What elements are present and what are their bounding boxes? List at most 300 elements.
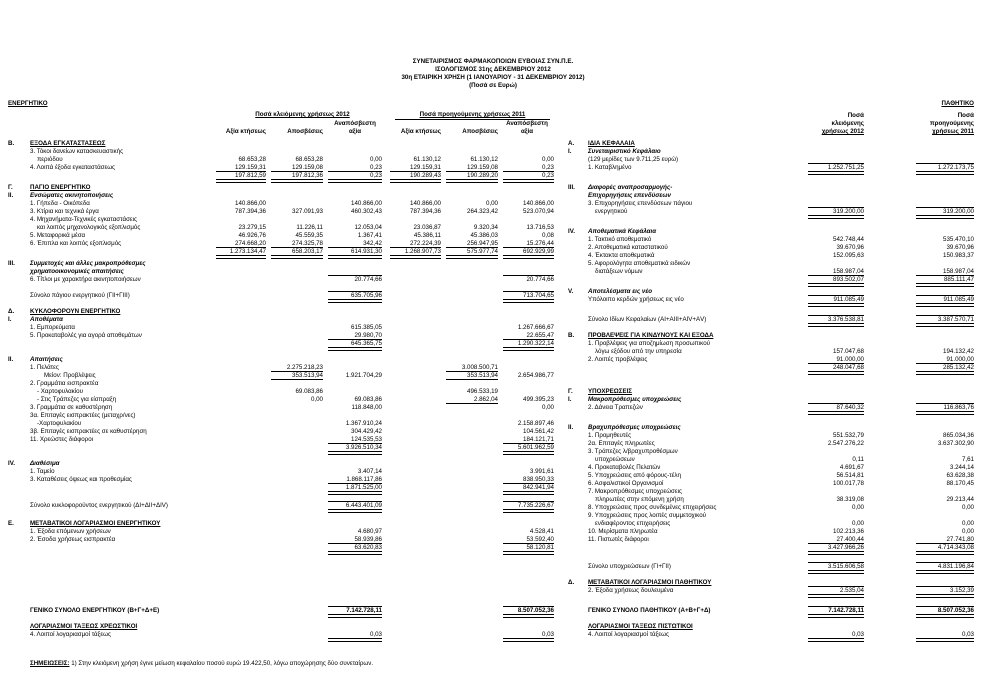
- assets-value-cell: 1.268.907,73: [404, 248, 441, 255]
- assets-value-cell: 272.224,39: [410, 240, 441, 247]
- footnote-label: ΣΗΜΕΙΩΣΕΙΣ:: [30, 660, 70, 667]
- assets-value-cell: 0,03: [541, 631, 554, 638]
- prev-year-underline: [395, 119, 550, 120]
- double-rule: [328, 255, 382, 259]
- liabilities-value-cell: 893.502,07: [833, 276, 864, 283]
- liabilities-row-label: ΜΕΤΑΒΑΤΙΚΟΙ ΛΟΓΑΡΙΑΣΜΟΙ ΠΑΘΗΤΙΚΟΥ: [588, 579, 712, 586]
- assets-value-cell: 575.977,74: [467, 248, 498, 255]
- double-rule: [216, 255, 266, 259]
- liabilities-value-cell: 3.376.538,81: [827, 316, 864, 323]
- liabilities-value-cell: 116.863,76: [943, 404, 974, 411]
- liabilities-value-cell: 0,03: [961, 631, 974, 638]
- assets-value-cell: 45.386,11: [413, 232, 441, 239]
- liabilities-row-label: 1. Προμηθευτές: [588, 432, 632, 439]
- rule: [446, 247, 498, 248]
- double-rule: [328, 299, 382, 303]
- assets-value-cell: 129.159,31: [235, 164, 266, 171]
- assets-row-label: 1. Εμπορεύματα: [30, 324, 75, 331]
- assets-value-cell: 3.926.510,34: [345, 444, 382, 451]
- liabilities-value-cell: 1.272.173,75: [937, 164, 974, 171]
- assets-value-cell: 140.866,00: [523, 200, 554, 207]
- liabilities-value-cell: 150.983,37: [943, 252, 974, 259]
- rule: [916, 562, 974, 563]
- assets-value-cell: 787.394,36: [235, 208, 266, 215]
- liab-previous-header-1: Ποσά: [957, 112, 974, 119]
- liabilities-row-label: 1. Καταβλημένο: [588, 164, 632, 171]
- assets-value-cell: 197.812,36: [292, 172, 323, 179]
- previous-year-header: Ποσά προηγούμενης χρήσεως 2011: [419, 111, 526, 118]
- liabilities-row-label: ΠΡΟΒΛΕΨΕΙΣ ΓΙΑ ΚΙΝΔΥΝΟΥΣ ΚΑΙ ΕΞΟΔΑ: [588, 332, 714, 339]
- double-rule: [916, 411, 974, 415]
- assets-value-cell: 118.848,00: [351, 404, 382, 411]
- rule: [808, 562, 864, 563]
- assets-row-code: ΙΙΙ.: [8, 260, 15, 267]
- currency-note: (Ποσά σε Ευρώ): [469, 82, 517, 89]
- liabilities-row-label: 5. Υποχρεώσεις από φόρους-τέλη: [588, 472, 681, 479]
- assets-value-cell: 20.774,66: [526, 276, 554, 283]
- rule: [503, 291, 554, 292]
- rule: [503, 171, 554, 172]
- liabilities-value-cell: 91.000,00: [836, 356, 864, 363]
- rule: [808, 543, 864, 544]
- rule: [328, 339, 382, 340]
- liabilities-value-cell: 535.470,10: [943, 236, 974, 243]
- liabilities-row-label: Βραχυπρόθεσμες υποχρεώσεις: [588, 424, 681, 431]
- assets-value-cell: 7.735.226,67: [517, 502, 554, 509]
- assets-row-label: 3. Καταθέσεις όψεως και προθεσμίας: [30, 476, 132, 483]
- rule: [916, 403, 974, 404]
- double-rule: [390, 255, 441, 259]
- liabilities-row-code: Β.: [568, 332, 575, 339]
- double-rule: [503, 451, 554, 455]
- double-rule: [328, 491, 382, 495]
- cost-header: Αξία κτήσεως: [225, 128, 266, 135]
- assets-value-cell: 13.716,53: [526, 224, 554, 231]
- assets-row-label: Απαιτήσεις: [30, 356, 63, 363]
- liabilities-row-label: 8. Υποχρεώσεις προς συνδεμένες επιχειρήσεις: [588, 504, 717, 511]
- rule: [808, 606, 864, 607]
- liabilities-row-label: 7. Μακροπρόθεσμες υποχρεώσεις: [588, 488, 682, 495]
- liabilities-value-cell: 3.637.302,90: [937, 440, 974, 447]
- liabilities-value-cell: 285.132,42: [943, 364, 974, 371]
- liabilities-row-label: Διαφορές αναπροσαρμογής-: [588, 184, 673, 191]
- assets-value-cell: 274.668,20: [235, 240, 266, 247]
- liabilities-row-label: ενεργητικού: [595, 208, 628, 215]
- assets-value-cell: 23.036,87: [413, 224, 441, 231]
- assets-row-label: - Στις Τράπεζες για είσπραξη: [37, 396, 117, 403]
- assets-row-label: 3. Κτίρια και τεχνικά έργα: [30, 208, 99, 215]
- liabilities-row-label: 2α. Επιταγές πληρωτέες: [588, 440, 655, 447]
- liabilities-row-label: 3. Επιχορηγήσεις επενδύσεων πάγιου: [588, 200, 693, 207]
- liabilities-value-cell: 39.670,96: [836, 244, 864, 251]
- assets-row-label: Μείον: Προβλέψεις: [44, 372, 96, 379]
- assets-value-cell: 2.275.218,23: [286, 364, 323, 371]
- rule: [808, 295, 864, 296]
- rule: [328, 247, 382, 248]
- assets-value-cell: 838.950,33: [523, 476, 554, 483]
- liabilities-value-cell: 158.987,04: [943, 268, 974, 275]
- assets-row-label: 2. Γραμμάτια εισπρακτέα: [30, 380, 99, 387]
- liabilities-value-cell: 911.085,49: [943, 296, 974, 303]
- double-rule: [271, 179, 323, 183]
- assets-value-cell: 0,23: [369, 164, 382, 171]
- rule: [503, 339, 554, 340]
- assets-row-code: ΙΙ.: [8, 356, 14, 363]
- assets-value-cell: 20.774,66: [354, 276, 382, 283]
- liabilities-row-code: Α.: [568, 140, 575, 147]
- rule: [916, 207, 974, 208]
- liabilities-value-cell: 194.132,42: [943, 348, 974, 355]
- liabilities-value-cell: 248.047,68: [833, 364, 864, 371]
- assets-row-label: 3. Τόκοι δανείων κατασκευαστικής: [30, 148, 124, 155]
- assets-value-cell: 68.653,28: [238, 156, 266, 163]
- double-rule: [503, 551, 554, 555]
- assets-value-cell: 1.273.134,47: [229, 248, 266, 255]
- liabilities-value-cell: 542.748,44: [833, 236, 864, 243]
- rule: [328, 443, 382, 444]
- assets-value-cell: 496.533,19: [467, 388, 498, 395]
- assets-row-code: Γ.: [8, 184, 13, 191]
- depreciation-header: Αποσβέσεις: [287, 128, 323, 135]
- assets-row-label: Συμμετοχές και άλλες μακροπρόθεσμες: [30, 260, 146, 267]
- double-rule: [808, 303, 864, 307]
- double-rule: [328, 614, 382, 618]
- liabilities-row-label: 2. Δάνεια Τραπεζών: [588, 404, 643, 411]
- rule: [503, 606, 554, 607]
- double-rule: [916, 283, 974, 287]
- assets-row-label: 11. Χρεώστες διάφοροι: [30, 436, 94, 443]
- liabilities-row-label: 4. Έκτακτα αποθεματικά: [588, 252, 655, 259]
- liabilities-value-cell: 911.085,49: [833, 296, 864, 303]
- rule: [271, 379, 323, 380]
- assets-value-cell: 140.866,00: [351, 200, 382, 207]
- assets-value-cell: 4.528,41: [529, 528, 554, 535]
- double-rule: [916, 638, 974, 642]
- double-rule: [503, 638, 554, 642]
- rule: [446, 371, 498, 372]
- double-rule: [808, 614, 864, 618]
- rule: [503, 443, 554, 444]
- assets-value-cell: 1.871.525,00: [345, 484, 382, 491]
- rule: [916, 163, 974, 164]
- assets-value-cell: 523.070,94: [523, 208, 554, 215]
- double-rule: [808, 323, 864, 327]
- liabilities-row-label: 2. Έξοδα χρήσεως δουλευμένα: [588, 587, 674, 594]
- liabilities-row-label: 1. Προβλέψεις για αποζημίωση προσωπικού: [588, 340, 711, 347]
- liabilities-row-code: Γ.: [568, 388, 573, 395]
- assets-value-cell: 1.290.322,14: [517, 340, 554, 347]
- assets-row-label: 1. Έξοδα επόμενων χρήσεων: [30, 528, 111, 535]
- liabilities-row-label: (129 μερίδες των 9.711,25 ευρώ): [588, 156, 679, 163]
- assets-value-cell: 68.653,28: [295, 156, 323, 163]
- liabilities-value-cell: 0,03: [851, 631, 864, 638]
- double-rule: [808, 570, 864, 574]
- rule: [916, 295, 974, 296]
- assets-value-cell: 635.705,96: [351, 292, 382, 299]
- liabilities-row-label: 10. Μερίσματα πληρωτέα: [588, 528, 658, 535]
- assets-value-cell: 58.120,81: [526, 544, 554, 551]
- assets-value-cell: 842.941,94: [523, 484, 554, 491]
- liabilities-row-label: Μακροπρόθεσμες υποχρεώσεις: [588, 396, 682, 403]
- liabilities-row-code: V.: [568, 288, 574, 295]
- assets-value-cell: 0,23: [369, 172, 382, 179]
- rule: [808, 403, 864, 404]
- prev-net-value-header: Αναπόσβεστη: [506, 120, 548, 127]
- rule: [503, 247, 554, 248]
- rule: [503, 483, 554, 484]
- liab-current-header-1: Ποσά: [847, 112, 864, 119]
- assets-value-cell: 2.158.897,46: [517, 420, 554, 427]
- assets-row-label: ΛΟΓΑΡΙΑΣΜΟΙ ΤΑΞΕΩΣ ΧΡΕΩΣΤΙΚΟΙ: [30, 623, 138, 630]
- liabilities-row-label: 4. Προκαταβολές Πελατών: [588, 464, 661, 471]
- assets-row-label: ΜΕΤΑΒΑΤΙΚΟΙ ΛΟΓΑΡΙΑΣΜΟΙ ΕΝΕΡΓΗΤΙΚΟΥ: [30, 520, 161, 527]
- liabilities-value-cell: 3.515.606,58: [827, 563, 864, 570]
- rule: [446, 171, 498, 172]
- assets-value-cell: 184.121,71: [523, 436, 554, 443]
- rule: [328, 483, 382, 484]
- rule: [328, 606, 382, 607]
- double-rule: [916, 171, 974, 175]
- assets-value-cell: 342,42: [363, 240, 382, 247]
- liabilities-row-label: Επιχορηγήσεις επενδύσεων: [588, 192, 671, 199]
- rule: [328, 171, 382, 172]
- assets-value-cell: 7.142.728,11: [346, 607, 382, 614]
- liabilities-value-cell: 27.741,80: [946, 536, 974, 543]
- assets-value-cell: 3.407,14: [357, 468, 382, 475]
- rule: [808, 363, 864, 364]
- assets-value-cell: 304.429,42: [351, 428, 382, 435]
- assets-value-cell: 460.302,43: [351, 208, 382, 215]
- liabilities-value-cell: 319.200,00: [833, 208, 864, 215]
- net-value-header-2: αξία: [348, 128, 362, 135]
- assets-value-cell: 0,03: [369, 631, 382, 638]
- double-rule: [808, 371, 864, 375]
- assets-row-code: ΙV.: [8, 460, 15, 467]
- rule: [808, 315, 864, 316]
- assets-value-cell: 61.130,12: [470, 156, 498, 163]
- assets-value-cell: 12.053,04: [354, 224, 382, 231]
- rule: [446, 379, 498, 380]
- rule: [916, 275, 974, 276]
- liabilities-value-cell: 3.387.570,71: [937, 316, 974, 323]
- liabilities-row-code: ΙΙ.: [568, 424, 574, 431]
- assets-row-label: 3β. Επιταγές εισπρακτέες σε καθυστέρηση: [30, 428, 147, 435]
- liabilities-value-cell: 2.547.276,22: [827, 440, 864, 447]
- assets-value-cell: 0,00: [485, 200, 498, 207]
- assets-value-cell: 5.601.962,59: [517, 444, 554, 451]
- rule: [916, 606, 974, 607]
- liabilities-value-cell: 885.111,47: [943, 276, 974, 283]
- rule: [328, 275, 382, 276]
- assets-value-cell: 1.921.704,29: [345, 372, 382, 379]
- assets-value-cell: 129.159,08: [467, 164, 498, 171]
- assets-value-cell: 53.592,40: [526, 536, 554, 543]
- double-rule: [446, 179, 498, 183]
- liabilities-row-label: 3. Τράπεζες λ/βραχυπροθέσμων: [588, 448, 678, 455]
- liabilities-value-cell: 63.628,38: [946, 472, 974, 479]
- double-rule: [328, 509, 382, 513]
- liabilities-value-cell: 39.670,96: [946, 244, 974, 251]
- assets-value-cell: 1.267.666,67: [517, 324, 554, 331]
- liabilities-row-label: Συνεταιριστικό Κεφάλαιο: [588, 148, 661, 155]
- assets-value-cell: 63.620,83: [354, 544, 382, 551]
- liabilities-row-label: 6. Ασφαλιστικοί Οργανισμοί: [588, 480, 664, 487]
- assets-value-cell: 3.008.500,71: [461, 364, 498, 371]
- rule: [328, 543, 382, 544]
- double-rule: [328, 638, 382, 642]
- assets-value-cell: 3.991,61: [529, 468, 554, 475]
- assets-row-label: Διαθέσιμα: [30, 460, 60, 467]
- double-rule: [808, 638, 864, 642]
- assets-value-cell: 0,00: [369, 156, 382, 163]
- rule: [503, 501, 554, 502]
- double-rule: [808, 171, 864, 175]
- rule: [916, 586, 974, 587]
- assets-row-label: 5. Μεταφορικά μέσα: [30, 232, 86, 239]
- assets-value-cell: 61.130,12: [413, 156, 441, 163]
- assets-value-cell: 8.507.052,36: [517, 607, 554, 614]
- assets-row-label: ΕΞΟΔΑ ΕΓΚΑΤΑΣΤΑΣΕΩΣ: [30, 140, 106, 147]
- double-rule: [328, 179, 382, 183]
- liabilities-value-cell: 3.152,39: [949, 587, 974, 594]
- rule: [271, 171, 323, 172]
- assets-value-cell: 499.395,23: [523, 396, 554, 403]
- assets-value-cell: 713.704,65: [523, 292, 554, 299]
- rule: [390, 247, 441, 248]
- double-rule: [390, 179, 441, 183]
- liabilities-row-code: Ι.: [568, 396, 572, 403]
- liabilities-title: ΠΑΘΗΤΙΚΟ: [941, 100, 974, 107]
- double-rule: [503, 614, 554, 618]
- liabilities-value-cell: 102.213,36: [833, 528, 864, 535]
- liabilities-row-label: Αποθεματικά Κεφάλαια: [588, 228, 657, 235]
- liab-current-header-2: κλειόμενης: [831, 120, 864, 127]
- assets-row-label: Αποθέματα: [30, 316, 63, 323]
- liabilities-row-label: 2. Αποθεματικά καταστατικού: [588, 244, 668, 251]
- footnote: [30, 661, 373, 667]
- double-rule: [808, 283, 864, 287]
- liabilities-row-label: 4. Λοιποί λογαριασμοί τάξεως: [588, 631, 669, 638]
- assets-row-label: 4. Μηχανήματα-Τεχνικές εγκαταστάσεις: [30, 216, 137, 223]
- double-rule: [916, 303, 974, 307]
- liabilities-value-cell: 87.640,32: [836, 404, 864, 411]
- double-rule: [916, 570, 974, 574]
- double-rule: [916, 215, 974, 219]
- liabilities-value-cell: 1.252.751,25: [827, 164, 864, 171]
- liabilities-value-cell: 551.532,79: [833, 432, 864, 439]
- rule: [808, 163, 864, 164]
- assets-value-cell: 1.367,41: [357, 232, 382, 239]
- double-rule: [328, 451, 382, 455]
- assets-value-cell: 197.812,59: [235, 172, 266, 179]
- liab-previous-header-2: προηγούμενης: [929, 120, 974, 127]
- liabilities-value-cell: 4.691,67: [839, 464, 864, 471]
- liabilities-row-label: ΛΟΓΑΡΙΑΣΜΟΙ ΤΑΞΕΩΣ ΠΙΣΤΩΤΙΚΟΙ: [588, 623, 693, 630]
- assets-value-cell: 9.320,34: [473, 224, 498, 231]
- liabilities-value-cell: 0,00: [961, 504, 974, 511]
- company-title: ΣΥΝΕΤΑΙΡΙΣΜΟΣ ΦΑΡΜΑΚΟΠΟΙΩΝ ΕΥΒΟΙΑΣ ΣΥΝ.Π.Ε.: [412, 58, 574, 65]
- liabilities-row-code: IV.: [568, 228, 575, 235]
- double-rule: [503, 491, 554, 495]
- double-rule: [916, 371, 974, 375]
- rule: [808, 275, 864, 276]
- assets-value-cell: 353.513,94: [292, 372, 323, 379]
- liabilities-value-cell: 88.170,45: [946, 480, 974, 487]
- double-rule: [808, 594, 864, 598]
- liab-current-header-3: χρήσεως 2012: [821, 128, 864, 135]
- assets-value-cell: 190.289,43: [410, 172, 441, 179]
- assets-value-cell: 129.159,31: [410, 164, 441, 171]
- assets-row-code: Ε.: [8, 520, 14, 527]
- rule: [916, 543, 974, 544]
- liabilities-row-label: Σύνολο υποχρεώσεων (ΓΙ+ΓΙΙ): [588, 563, 671, 570]
- prev-depreciation-header: Αποσβέσεις: [462, 128, 498, 135]
- liabilities-row-label: Υπόλοιπο κερδών χρήσεως εις νέο: [588, 296, 684, 303]
- prev-cost-header: Αξία κτήσεως: [400, 128, 441, 135]
- assets-row-label: - Χαρτοφυλακίου: [37, 388, 83, 395]
- assets-value-cell: 0,00: [310, 396, 323, 403]
- double-rule: [216, 179, 266, 183]
- net-value-header: Αναπόσβεστη: [334, 120, 376, 127]
- double-rule: [503, 255, 554, 259]
- liabilities-value-cell: 7.142.728,11: [828, 607, 864, 614]
- fiscal-year-title: 30η ΕΤΑΙΡΙΚΗ ΧΡΗΣΗ (1 ΙΑΝΟΥΑΡΙΟΥ - 31 ΔΕΚΕΜΒΡΙΟΥ 2012): [401, 74, 585, 81]
- double-rule: [503, 509, 554, 513]
- rule: [808, 207, 864, 208]
- rule: [271, 371, 323, 372]
- liabilities-row-label: πληρωτέες στην επόμενη χρήση: [595, 496, 684, 503]
- liabilities-value-cell: 91.000,00: [946, 356, 974, 363]
- assets-row-code: Δ.: [8, 308, 15, 315]
- assets-value-cell: 69.083,86: [354, 396, 382, 403]
- double-rule: [328, 347, 382, 351]
- assets-value-cell: 2.862,04: [473, 396, 498, 403]
- assets-row-label: και λοιπός μηχανολογικός εξοπλισμός: [37, 224, 141, 231]
- assets-value-cell: 6.443.401,09: [345, 502, 382, 509]
- assets-row-code: Ι.: [8, 316, 12, 323]
- assets-value-cell: 256.947,95: [467, 240, 498, 247]
- rule: [216, 171, 266, 172]
- rule: [216, 247, 266, 248]
- assets-row-label: ΚΥΚΛΟΦΟΡΟΥΝ ΕΝΕΡΓΗΤΙΚΟ: [30, 308, 121, 315]
- assets-row-code: ΙΙ.: [8, 192, 14, 199]
- rule: [328, 291, 382, 292]
- assets-value-cell: 104.561,42: [523, 428, 554, 435]
- assets-value-cell: 0,00: [541, 156, 554, 163]
- liabilities-row-code: Ι.: [568, 148, 572, 155]
- assets-row-label: χρηματοοικονομικές απαιτήσεις: [30, 268, 124, 275]
- liabilities-row-label: ΥΠΟΧΡΕΩΣΕΙΣ: [588, 388, 633, 395]
- liabilities-value-cell: 0,00: [961, 520, 974, 527]
- rule: [503, 275, 554, 276]
- liabilities-value-cell: 3.244,14: [949, 464, 974, 471]
- assets-value-cell: 0,23: [541, 164, 554, 171]
- double-rule: [916, 594, 974, 598]
- rule: [916, 363, 974, 364]
- assets-value-cell: 45.559,35: [295, 232, 323, 239]
- double-rule: [446, 255, 498, 259]
- assets-value-cell: 69.083,86: [295, 388, 323, 395]
- assets-value-cell: 645.365,75: [351, 340, 382, 347]
- liabilities-value-cell: 0,00: [851, 504, 864, 511]
- liabilities-value-cell: 4.714.343,08: [937, 544, 974, 551]
- footnote-text: 1) Στην κλειόμενη χρήση έγινε μείωση κεφαλαίου ποσού ευρώ 19.422,50, λόγω αποχώρησης δύο συνεταίρων.: [69, 660, 374, 667]
- liabilities-value-cell: 4.831.196,84: [937, 563, 974, 570]
- liabilities-row-label: 2. Λοιπές προβλέψεις: [588, 356, 648, 363]
- double-rule: [808, 215, 864, 219]
- assets-value-cell: 140.866,00: [410, 200, 441, 207]
- liabilities-value-cell: 100.017,78: [833, 480, 864, 487]
